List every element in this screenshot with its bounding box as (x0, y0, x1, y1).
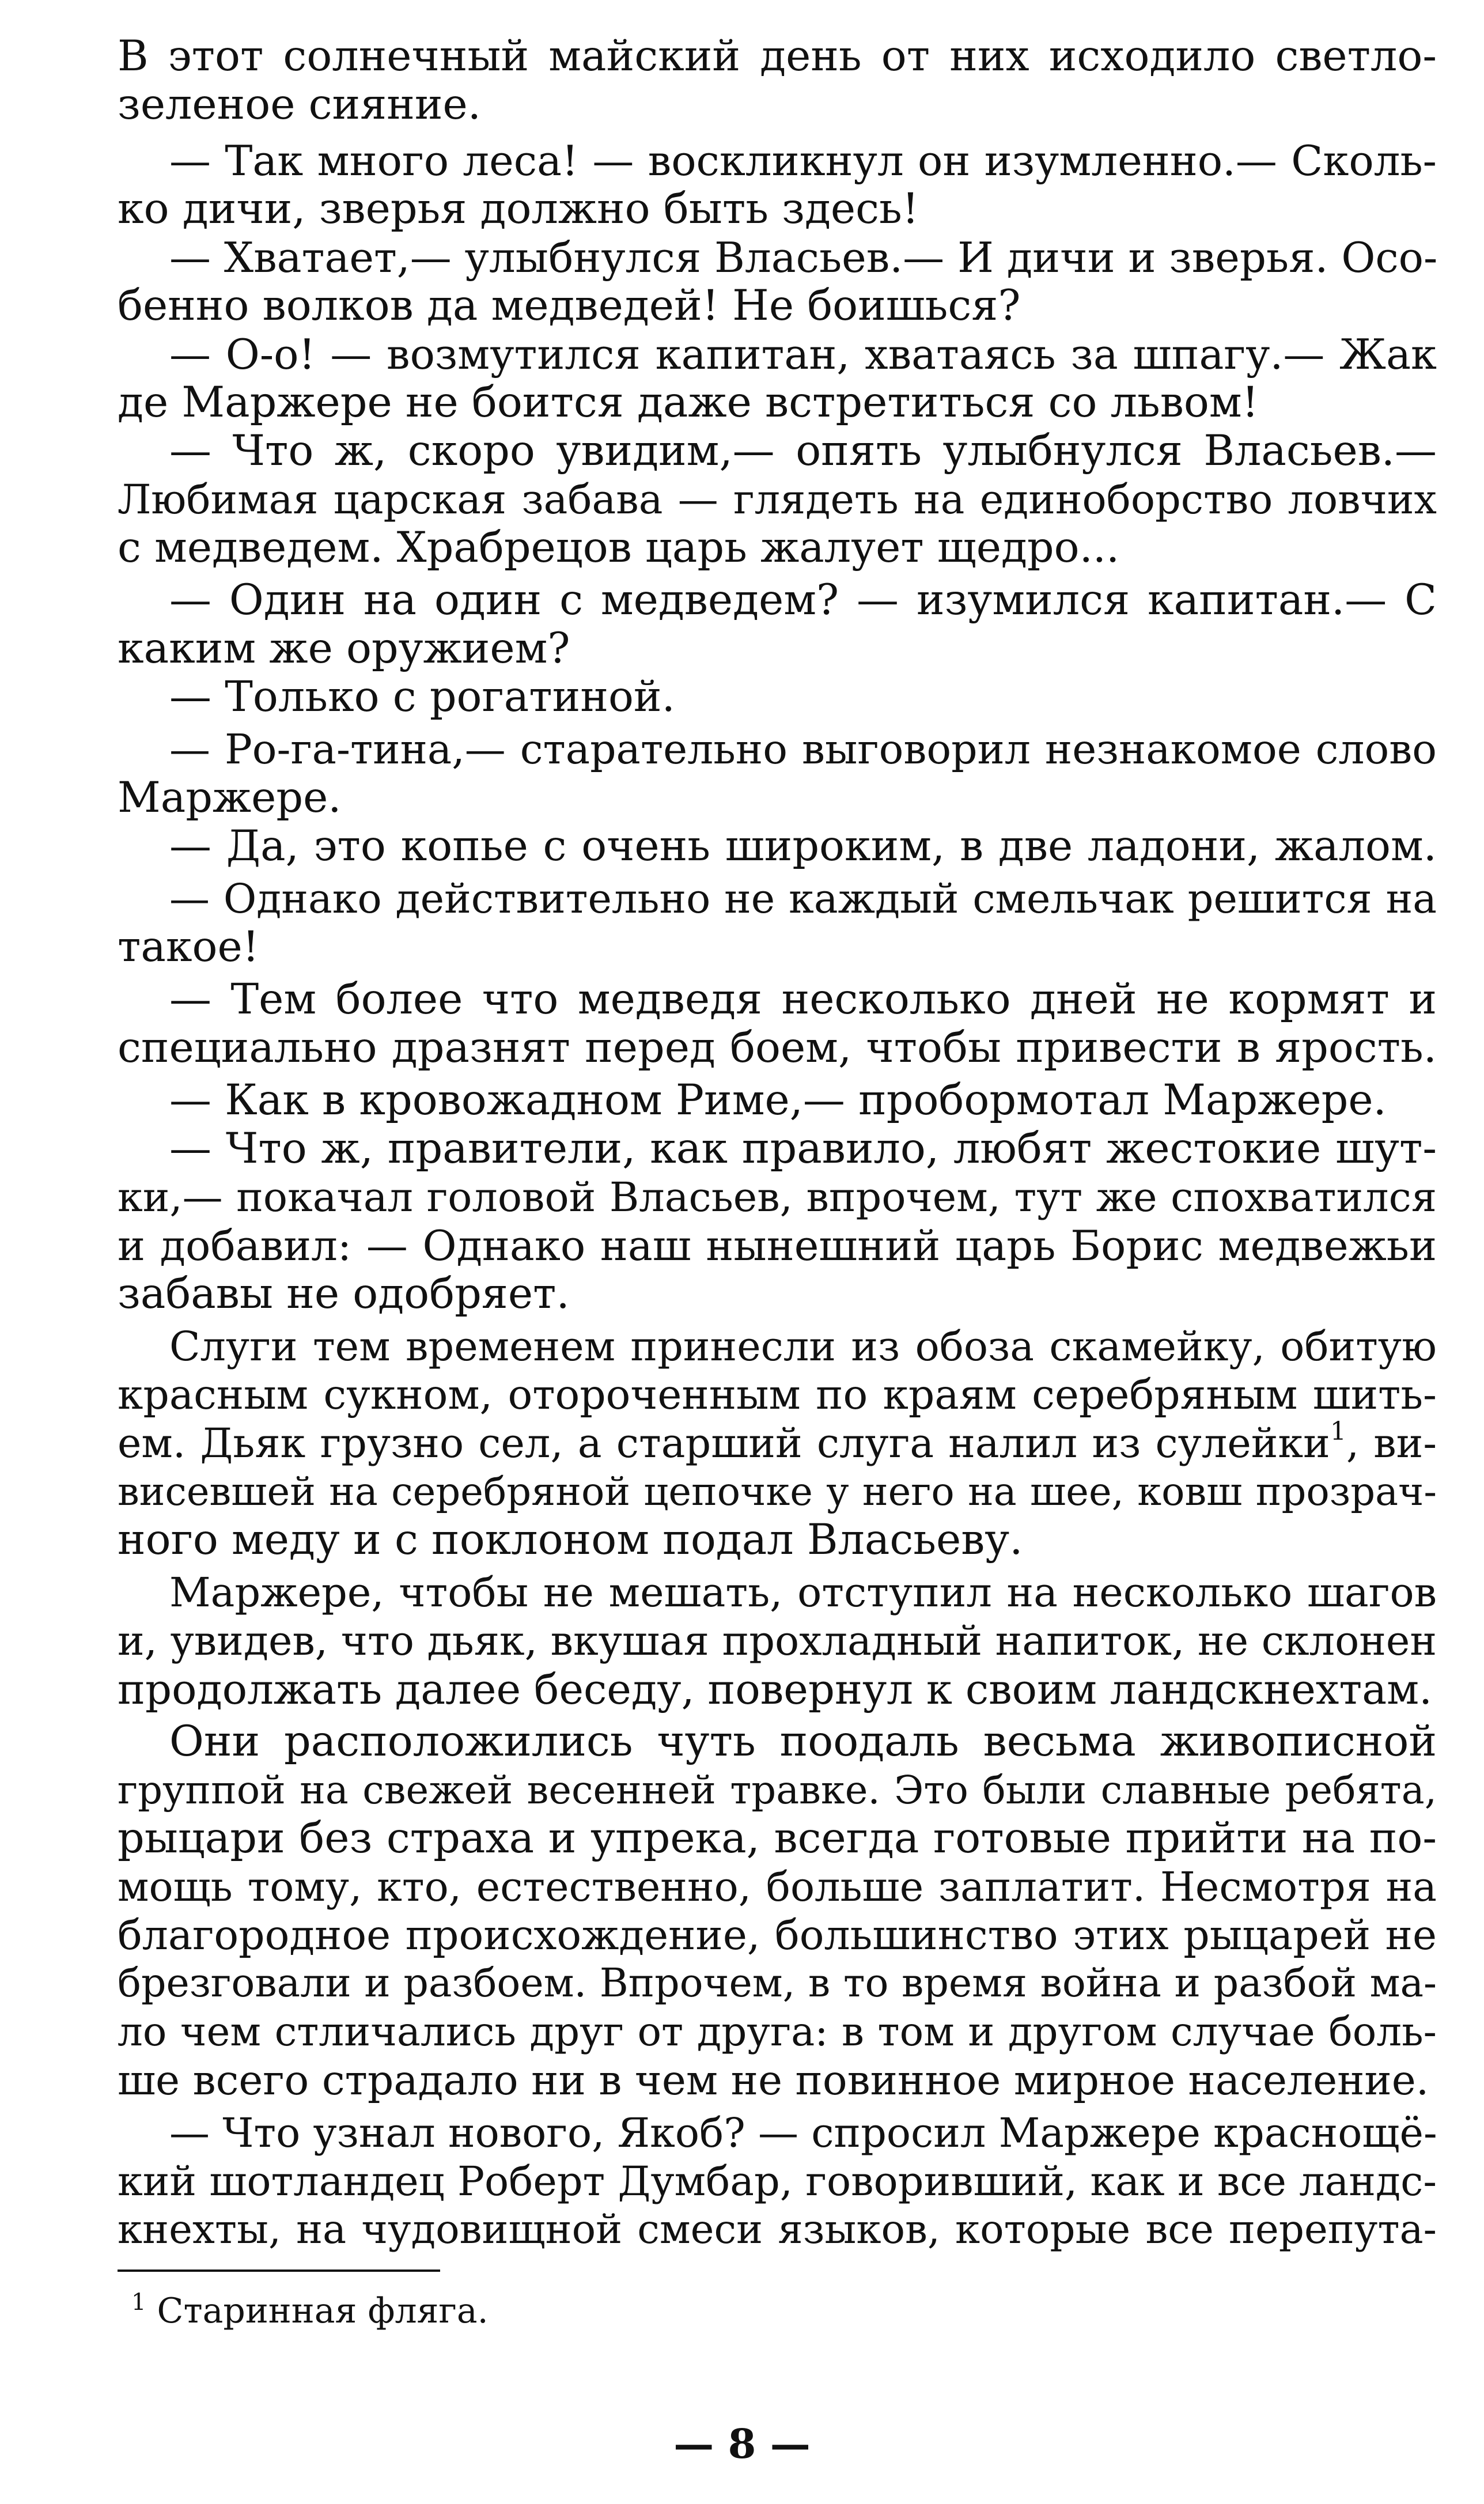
text-line: с медведем. Храбрецов царь жалует щедро... (118, 523, 1120, 572)
text-line: ло чем стличались друг от друга: в том и другом случае боль- (118, 2009, 1437, 2055)
text-line: мощь тому, кто, естественно, больше заплатит. Несмотря на (118, 1863, 1437, 1911)
footnote (131, 2290, 489, 2332)
text-line: — Однако действительно не каждый смельчак решится на (169, 875, 1437, 922)
text-line: Они расположились чуть поодаль весьма живописной (169, 1717, 1437, 1766)
footnote-reference: 1 (1330, 1417, 1346, 1446)
text-line: группой на свежей весенней травке. Это были славные ребята, (118, 1768, 1437, 1813)
text-line: и добавил: — Однако наш нынешний царь Борис медвежьи (118, 1221, 1437, 1270)
text-line: Маржере, чтобы не мешать, отступил на несколько шагов (169, 1569, 1437, 1616)
text-line: кий шотландец Роберт Думбар, говоривший, как и все ландс- (118, 2158, 1437, 2205)
text-line: забавы не одобряет. (118, 1269, 570, 1318)
footnote-divider (118, 2270, 440, 2272)
text-line: — Один на один с медведем? — изумился капитан.— С (169, 576, 1437, 625)
text-line: — О-о! — возмутился капитан, хватаясь за шпагу.— Жак (169, 330, 1437, 379)
text-line: Маржере. (118, 773, 342, 822)
text-line: благородное происхождение, большинство этих рыцарей не (118, 1911, 1437, 1959)
text-line: — Тем более что медведя несколько дней не кормят и (169, 975, 1437, 1024)
text-line: де Маржере не боится даже встретиться со львом! (118, 378, 1259, 427)
text-line (118, 1419, 1437, 1467)
footnote-text: Старинная фляга. (157, 2291, 489, 2331)
text-line: специально дразнят перед боем, чтобы привести в ярость. (118, 1023, 1437, 1072)
text-line: — Что ж, скоро увидим,— опять улыбнулся Власьев.— (169, 426, 1437, 475)
text-line: зеленое сияние. (118, 80, 481, 129)
footnote-marker: 1 (131, 2289, 146, 2316)
text-line: ного меду и с поклоном подал Власьеву. (118, 1515, 1023, 1564)
text-line: Любимая царская забава — глядеть на единоборство ловчих (118, 476, 1437, 523)
text-line: продолжать далее беседу, повернул к своим ландскнехтам. (118, 1665, 1433, 1714)
text-line: рыцари без страха и упрека, всегда готовые прийти на по- (118, 1814, 1437, 1863)
text-line: — Что узнал нового, Якоб? — спросил Маржере краснощё- (169, 2109, 1437, 2157)
text-line-part: , ви- (1346, 1420, 1437, 1467)
text-line: брезговали и разбоем. Впрочем, в то время война и разбой ма- (118, 1961, 1437, 2006)
text-line: бенно волков да медведей! Не боишься? (118, 281, 1021, 330)
page-number: — 8 — (673, 2420, 811, 2468)
text-line: красным сукном, отороченным по краям серебряным шить- (118, 1371, 1437, 1419)
text-line: ки,— покачал головой Власьев, впрочем, тут же спохватился (118, 1174, 1437, 1221)
text-line: — Да, это копье с очень широким, в две ладони, жалом. (169, 822, 1437, 871)
text-line: — Только с рогатиной. (169, 672, 675, 721)
text-line: — Ро-га-тина,— старательно выговорил незнакомое слово (169, 725, 1437, 773)
text-line: висевшей на серебряной цепочке у него на шее, ковш прозрач- (118, 1469, 1437, 1514)
text-line: ше всего страдало ни в чем не повинное мирное население. (118, 2056, 1429, 2104)
text-line: Слуги тем временем принесли из обоза скамейку, обитую (169, 1323, 1437, 1370)
text-line-part: ем. Дьяк грузно сел, а старший слуга налил из сулейки (118, 1420, 1330, 1467)
text-line: и, увидев, что дьяк, вкушая прохладный напиток, не склонен (118, 1617, 1437, 1665)
text-line: — Хватает,— улыбнулся Власьев.— И дичи и зверья. Осо- (169, 233, 1438, 282)
text-line: В этот солнечный майский день от них исходило светло- (118, 32, 1437, 81)
text-line: ко дичи, зверья должно быть здесь! (118, 184, 919, 233)
text-line: такое! (118, 922, 260, 971)
text-line: — Что ж, правители, как правило, любят жестокие шут- (169, 1124, 1437, 1173)
text-line: кнехты, на чудовищной смеси языков, которые все перепута- (118, 2207, 1437, 2253)
text-line: каким же оружием? (118, 624, 570, 673)
text-line: — Как в кровожадном Риме,— пробормотал Маржере. (169, 1076, 1387, 1125)
text-line: — Так много леса! — воскликнул он изумленно.— Сколь- (169, 137, 1437, 185)
